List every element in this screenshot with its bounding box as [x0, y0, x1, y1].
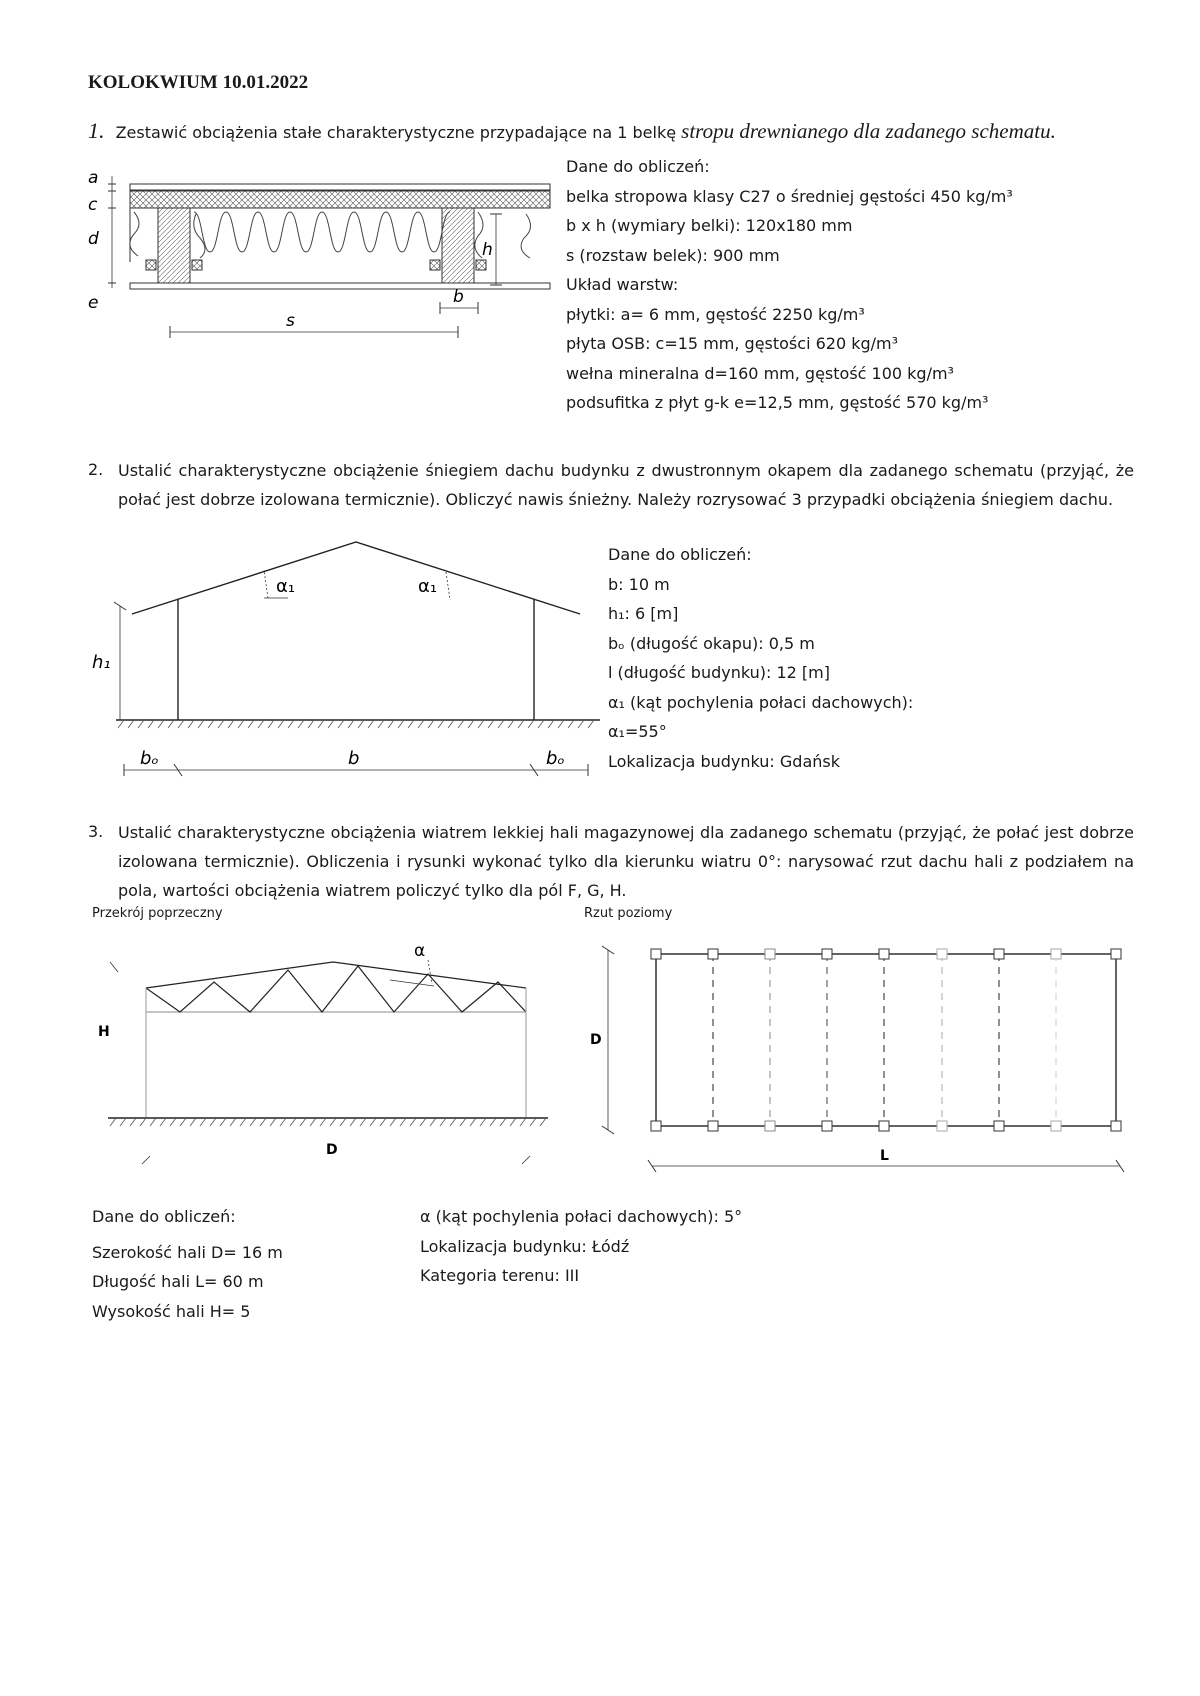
task3-number: 3. — [88, 822, 104, 841]
task2-data-line: h₁: 6 [m] — [608, 604, 679, 623]
task1-data-line: podsufitka z płyt g-k e=12,5 mm, gęstość 570 kg/m³ — [566, 393, 989, 412]
task1-statement — [88, 118, 1056, 147]
label-s: s — [286, 311, 295, 331]
task1-data-line: wełna mineralna d=160 mm, gęstość 100 kg/m³ — [566, 363, 954, 383]
task3-data-heading: Dane do obliczeń: — [92, 1207, 236, 1226]
label-L: L — [880, 1148, 889, 1164]
caption-cross-section: Przekrój poprzeczny — [92, 906, 223, 921]
task3-data-line: Szerokość hali D= 16 m — [92, 1242, 283, 1262]
label-e: e — [88, 293, 99, 313]
task1-data-line: płyta OSB: c=15 mm, gęstości 620 kg/m³ — [566, 334, 899, 353]
task2-data-line: bₒ (długość okapu): 0,5 m — [608, 633, 815, 653]
hall-cross-section-diagram — [88, 930, 568, 1170]
task1-data-line: b x h (wymiary belki): 120x180 mm — [566, 216, 853, 235]
label-H: H — [98, 1024, 110, 1040]
task2-data-line: Lokalizacja budynku: Gdańsk — [608, 751, 840, 771]
task2-data — [608, 540, 913, 776]
task3-data-line: Wysokość hali H= 5 — [92, 1301, 251, 1321]
caption-plan-view: Rzut poziomy — [584, 906, 673, 921]
task2-text: Ustalić charakterystyczne obciążenie śniegiem dachu budynku z dwustronnym okapem dla zadanego schematu (przyjąć, że połać jest dobrze izolowana termicznie). Obliczyć nawis śnieżny. Należy rozrysować 3 przypadki obciążenia śniegiem dachu. — [118, 461, 1134, 509]
task1-data-line: Układ warstw: — [566, 275, 679, 294]
task1-number: 1. — [88, 118, 105, 143]
task1-data-line: płytki: a= 6 mm, gęstość 2250 kg/m³ — [566, 304, 865, 324]
task3-data-line: Lokalizacja budynku: Łódź — [420, 1236, 630, 1256]
task2-data-line: α₁ (kąt pochylenia połaci dachowych): — [608, 692, 914, 712]
task3-data-left — [92, 1202, 283, 1326]
page-title: KOLOKWIUM 10.01.2022 — [88, 72, 309, 93]
label-d: d — [88, 229, 99, 249]
task1-data — [566, 152, 1013, 418]
label-b: b — [348, 748, 360, 769]
task3-statement — [88, 818, 1134, 905]
task3-data-line: α (kąt pochylenia połaci dachowych): 5° — [420, 1207, 743, 1226]
label-h1: h₁ — [92, 652, 111, 673]
label-a: a — [88, 170, 99, 188]
task2-data-line: b: 10 m — [608, 574, 670, 594]
hall-plan-view-diagram — [584, 930, 1140, 1186]
task2-data-line: l (długość budynku): 12 [m] — [608, 663, 830, 682]
task3-data-line: Kategoria terenu: III — [420, 1266, 580, 1285]
task2-statement — [88, 456, 1134, 514]
floor-section-diagram — [86, 170, 556, 370]
snow-roof-diagram — [88, 530, 608, 790]
task1-data-line: s (rozstaw belek): 900 mm — [566, 245, 780, 265]
task3-text: Ustalić charakterystyczne obciążenia wiatrem lekkiej hali magazynowej dla zadanego schematu (przyjąć, że połać jest dobrze izolowana termicznie). Obliczenia i rysunki wykonać tylko dla kierunku wiatru 0°: narysować rzut dachu hali z podziałem na pola, wartości obciążenia wiatrem policzyć tylko dla pól F, G, H. — [118, 823, 1134, 900]
label-alpha1-right: α₁ — [418, 576, 438, 597]
label-b: b — [453, 287, 464, 307]
task1-text: Zestawić obciążenia stałe charakterystyczne przypadające na 1 belkę — [115, 123, 682, 142]
label-bo-left: bₒ — [140, 748, 159, 769]
label-D-plan: D — [590, 1032, 602, 1048]
label-h: h — [482, 240, 493, 260]
task1-data-heading: Dane do obliczeń: — [566, 157, 710, 176]
task1-data-line: belka stropowa klasy C27 o średniej gęstości 450 kg/m³ — [566, 186, 1013, 206]
task3-data-line: Długość hali L= 60 m — [92, 1272, 264, 1291]
task2-data-line: α₁=55° — [608, 722, 667, 741]
label-c: c — [88, 195, 98, 215]
task2-data-heading: Dane do obliczeń: — [608, 545, 752, 564]
task3-data-right — [420, 1202, 742, 1291]
label-bo-right: bₒ — [546, 748, 565, 769]
label-alpha1-left: α₁ — [276, 576, 296, 597]
label-D-section: D — [326, 1142, 338, 1158]
task1-text-italic: stropu drewnianego dla zadanego schematu. — [681, 119, 1056, 143]
label-alpha: α — [414, 941, 426, 961]
task2-number: 2. — [88, 460, 104, 479]
